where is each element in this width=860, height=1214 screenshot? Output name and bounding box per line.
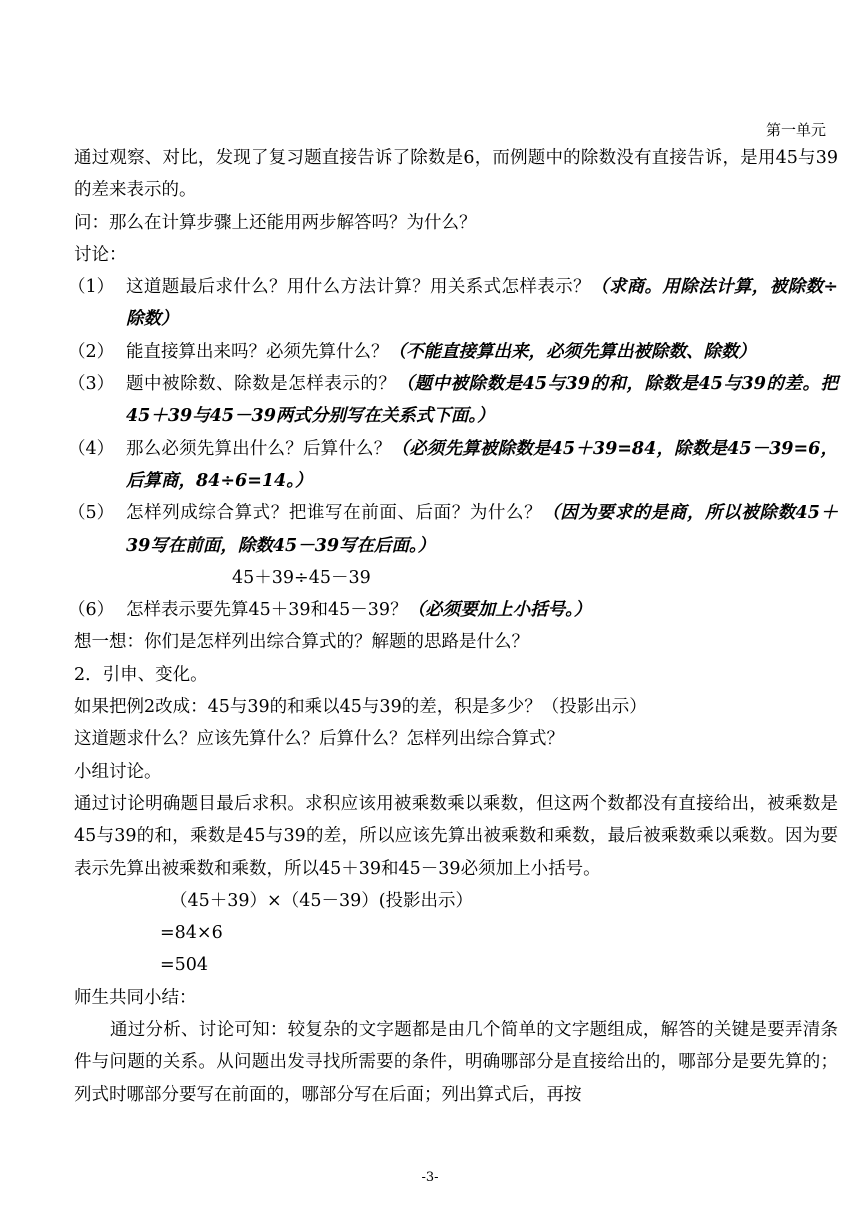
paragraph-observation: 通过观察、对比，发现了复习题直接告诉了除数是6，而例题中的除数没有直接告诉，是用45与39的差来表示的。 — [74, 148, 838, 201]
summary-title: 师生共同小结： — [74, 987, 197, 1008]
item-body — [126, 433, 838, 498]
item-body — [126, 271, 838, 336]
page-number: -3- — [421, 1170, 439, 1185]
formula-unparenthesized: 45＋39÷45－39 — [232, 567, 371, 588]
item-number: （5） — [68, 503, 115, 524]
formula-line-1: （45＋39）×（45－39）(投影出示） — [170, 890, 474, 911]
paragraph-discussion-label: 讨论： — [74, 244, 127, 265]
formula-line-3: =504 — [160, 955, 209, 976]
paragraph-summary: 通过分析、讨论可知：较复杂的文字题都是由几个简单的文字题组成，解答的关键是要弄清条件与问题的关系。从问题出发寻找所需要的条件，明确哪部分是直接给出的，哪部分是要先算的；列式时哪部分要写在前面的，哪部分写在后面；列出算式后，再按 — [74, 1020, 838, 1105]
document-body — [68, 142, 838, 1111]
item-question: 怎样列成综合算式？把谁写在前面、后面？为什么？ — [126, 503, 543, 524]
item-body — [126, 594, 838, 626]
discussion-item-3 — [68, 368, 838, 433]
discussion-item-4 — [68, 433, 838, 498]
unit-header: 第一单元 — [765, 121, 826, 139]
item-answer: （必须先算被除数是45＋39=84，除数是45－39=6，后算商，84÷6=14。） — [126, 438, 838, 491]
section-heading-2: 2．引申、变化。 — [74, 664, 208, 685]
item-number: （2） — [68, 341, 115, 362]
item-answer: （因为要求的是商，所以被除数45＋39写在前面，除数45－39写在后面。） — [126, 503, 838, 556]
formula-line-2: =84×6 — [160, 923, 223, 944]
item-answer: （题中被除数是45与39的和，除数是45与39的差。把45＋39与45－39两式分别写在关系式下面。） — [126, 374, 838, 427]
item-body — [126, 497, 838, 562]
item-answer: （不能直接算出来，必须先算出被除数、除数） — [388, 341, 756, 362]
paragraph-change: 如果把例2改成：45与39的和乘以45与39的差，积是多少？（投影出示） — [74, 697, 647, 718]
discussion-item-1 — [68, 271, 838, 336]
item-number: （3） — [68, 374, 115, 395]
item-body — [126, 368, 838, 433]
discussion-item-2 — [68, 336, 838, 368]
item-question: 这道题最后求什么？用什么方法计算？用关系式怎样表示？ — [126, 277, 591, 298]
item-number: （6） — [68, 600, 115, 621]
item-answer: （求商。用除法计算，被除数÷除数） — [126, 277, 838, 330]
paragraph-group: 小组讨论。 — [74, 761, 162, 782]
item-number: （1） — [68, 277, 115, 298]
paragraph-explanation: 通过讨论明确题目最后求积。求积应该用被乘数乘以乘数，但这两个数都没有直接给出，被乘数是45与39的和，乘数是45与39的差，所以应该先算出被乘数和乘数，最后被乘数乘以乘数。因为要表示先算出被乘数和乘数，所以45＋39和45－39必须加上小括号。 — [74, 793, 838, 879]
item-question: 怎样表示要先算45＋39和45－39？ — [126, 600, 408, 621]
item-question: 那么必须先算出什么？后算什么？ — [126, 438, 392, 459]
item-answer: （必须要加上小括号。） — [407, 600, 592, 621]
paragraph-question: 问：那么在计算步骤上还能用两步解答吗？为什么？ — [74, 212, 477, 233]
item-body — [126, 336, 838, 368]
item-question: 能直接算出来吗？必须先算什么？ — [126, 341, 389, 362]
item-question: 题中被除数、除数是怎样表示的？ — [126, 374, 397, 395]
discussion-item-6 — [68, 594, 838, 626]
paragraph-question-2: 这道题求什么？应该先算什么？后算什么？怎样列出综合算式？ — [74, 729, 564, 750]
discussion-item-5 — [68, 497, 838, 562]
item-number: （4） — [68, 438, 115, 459]
paragraph-think: 想一想：你们是怎样列出综合算式的？解题的思路是什么？ — [74, 632, 529, 653]
